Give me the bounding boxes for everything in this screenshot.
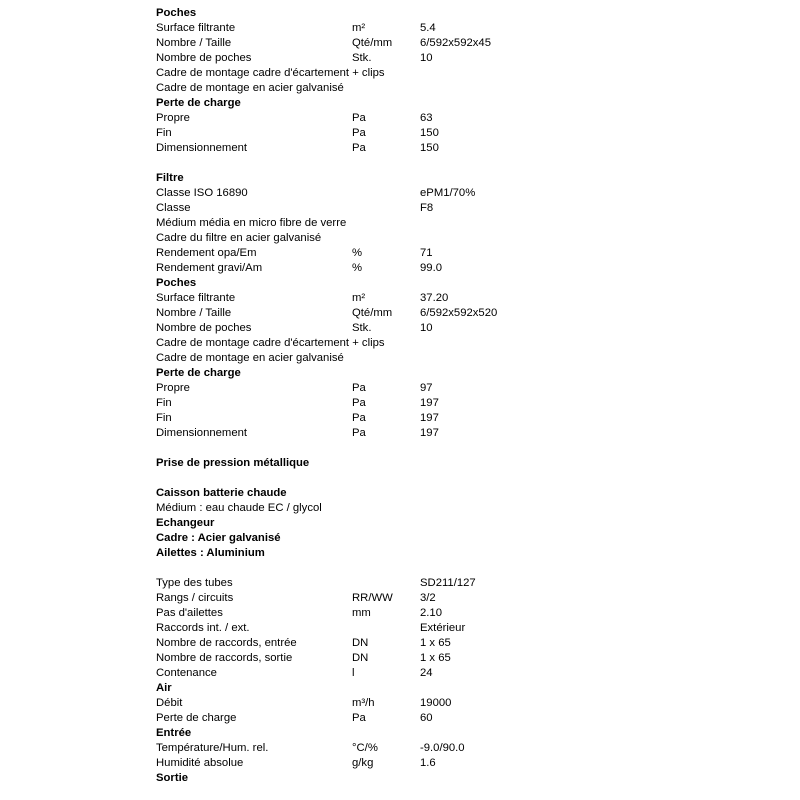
spec-label: Nombre / Taille — [156, 37, 232, 49]
spec-unit: Pa — [352, 382, 366, 394]
spec-label: Perte de charge — [156, 712, 237, 724]
section-header-label: Filtre — [156, 172, 184, 184]
spec-row-fin — [156, 396, 776, 411]
spec-label: Température/Hum. rel. — [156, 742, 269, 754]
note-line — [156, 81, 776, 96]
spec-label: Humidité absolue — [156, 757, 244, 769]
spec-label: Fin — [156, 397, 172, 409]
note-line — [156, 66, 776, 81]
note-line — [156, 231, 776, 246]
spec-row-temperature-hum-rel — [156, 741, 776, 756]
spec-row-fin — [156, 411, 776, 426]
section-header-perte-de-charge — [156, 96, 776, 111]
spec-label: Nombre / Taille — [156, 307, 232, 319]
note-line — [156, 216, 776, 231]
spec-label: Rangs / circuits — [156, 592, 234, 604]
spec-unit: m² — [352, 292, 366, 304]
section-header-label: Perte de charge — [156, 97, 241, 109]
section-header-entree — [156, 726, 776, 741]
note-text: Médium média en micro fibre de verre — [156, 217, 347, 229]
note-text: Cadre de montage en acier galvanisé — [156, 352, 344, 364]
spec-value: 19000 — [420, 697, 452, 709]
section-header-label: Entrée — [156, 727, 192, 739]
spec-unit: Pa — [352, 142, 366, 154]
spec-unit: % — [352, 262, 363, 274]
spec-unit: m² — [352, 22, 366, 34]
spec-unit: Qté/mm — [352, 307, 393, 319]
section-header-poches — [156, 6, 776, 21]
spec-value: 37.20 — [420, 292, 449, 304]
spec-value: 60 — [420, 712, 433, 724]
spec-label: Fin — [156, 127, 172, 139]
spec-value: SD211/127 — [420, 577, 476, 589]
section-header-air — [156, 681, 776, 696]
section-header-cadre-acier-galvanise — [156, 531, 776, 546]
spec-unit: g/kg — [352, 757, 374, 769]
spec-unit: Pa — [352, 427, 366, 439]
spec-value: 97 — [420, 382, 433, 394]
spec-label: Type des tubes — [156, 577, 233, 589]
spec-unit: Stk. — [352, 52, 372, 64]
spec-value: 1 x 65 — [420, 652, 451, 664]
spec-unit: mm — [352, 607, 371, 619]
spec-value: ePM1/70% — [420, 187, 476, 199]
spec-value: 197 — [420, 427, 439, 439]
spec-row-nombre-de-poches — [156, 321, 776, 336]
spec-row-dimensionnement — [156, 426, 776, 441]
spec-row-humidite-absolue — [156, 756, 776, 771]
note-line — [156, 501, 776, 516]
spec-row-nombre-taille — [156, 36, 776, 51]
spec-label: Contenance — [156, 667, 217, 679]
spec-row-raccords-int-ext — [156, 621, 776, 636]
spec-row-surface-filtrante — [156, 21, 776, 36]
spec-label: Dimensionnement — [156, 142, 248, 154]
spec-unit: °C/% — [352, 742, 378, 754]
section-header-label: Poches — [156, 277, 197, 289]
spec-row-propre — [156, 381, 776, 396]
spec-row-type-des-tubes — [156, 576, 776, 591]
spec-unit: Pa — [352, 412, 366, 424]
note-text: Médium : eau chaude EC / glycol — [156, 502, 322, 514]
spec-label: Surface filtrante — [156, 292, 236, 304]
spec-value: 99.0 — [420, 262, 442, 274]
spec-row-rendement-opa-em — [156, 246, 776, 261]
spacer — [156, 441, 776, 456]
spec-row-debit — [156, 696, 776, 711]
section-header-label: Ailettes : Aluminium — [156, 547, 265, 559]
section-header-label: Echangeur — [156, 517, 215, 529]
spec-label: Classe ISO 16890 — [156, 187, 248, 199]
section-header-perte-de-charge — [156, 366, 776, 381]
spec-label: Nombre de poches — [156, 322, 252, 334]
spec-row-perte-de-charge — [156, 711, 776, 726]
section-header-prise-de-pression-metallique — [156, 456, 776, 471]
spec-row-nombre-taille — [156, 306, 776, 321]
spacer — [156, 156, 776, 171]
spec-value: 24 — [420, 667, 433, 679]
section-header-sortie — [156, 771, 776, 786]
note-line — [156, 336, 776, 351]
section-header-filtre — [156, 171, 776, 186]
spec-row-nombre-de-raccords-entree — [156, 636, 776, 651]
section-header-label: Cadre : Acier galvanisé — [156, 532, 281, 544]
spec-unit: DN — [352, 637, 369, 649]
spec-unit: DN — [352, 652, 369, 664]
spec-unit: RR/WW — [352, 592, 393, 604]
spec-unit: m³/h — [352, 697, 375, 709]
spec-label: Débit — [156, 697, 183, 709]
spec-label: Surface filtrante — [156, 22, 236, 34]
section-header-label: Air — [156, 682, 172, 694]
spacer — [156, 471, 776, 486]
note-text: Cadre de montage en acier galvanisé — [156, 82, 344, 94]
spec-row-classe-iso-16890 — [156, 186, 776, 201]
spec-label: Dimensionnement — [156, 427, 248, 439]
spec-label: Propre — [156, 382, 190, 394]
spec-value: Extérieur — [420, 622, 466, 634]
spec-unit: Qté/mm — [352, 37, 393, 49]
spec-value: 2.10 — [420, 607, 442, 619]
note-text: Cadre du filtre en acier galvanisé — [156, 232, 322, 244]
spec-label: Pas d'ailettes — [156, 607, 223, 619]
note-text: Cadre de montage cadre d'écartement + clips — [156, 337, 385, 349]
spec-label: Nombre de raccords, entrée — [156, 637, 297, 649]
spec-label: Rendement gravi/Am — [156, 262, 263, 274]
section-header-label: Perte de charge — [156, 367, 241, 379]
spec-row-rangs-circuits — [156, 591, 776, 606]
note-line — [156, 351, 776, 366]
spec-unit: % — [352, 247, 363, 259]
spec-value: 6/592x592x45 — [420, 37, 491, 49]
spec-unit: Stk. — [352, 322, 372, 334]
spec-value: 3/2 — [420, 592, 436, 604]
spec-label: Propre — [156, 112, 190, 124]
spec-row-classe — [156, 201, 776, 216]
spec-row-fin — [156, 126, 776, 141]
spec-sheet — [156, 6, 776, 786]
section-header-echangeur — [156, 516, 776, 531]
section-header-label: Prise de pression métallique — [156, 457, 310, 469]
section-header-label: Poches — [156, 7, 197, 19]
spec-label: Nombre de poches — [156, 52, 252, 64]
spec-value: 1.6 — [420, 757, 436, 769]
spec-unit: Pa — [352, 112, 366, 124]
spec-value: 10 — [420, 322, 433, 334]
spec-row-propre — [156, 111, 776, 126]
spec-value: 71 — [420, 247, 433, 259]
spec-label: Nombre de raccords, sortie — [156, 652, 293, 664]
spec-value: 197 — [420, 397, 439, 409]
spec-value: 5.4 — [420, 22, 436, 34]
note-text: Cadre de montage cadre d'écartement + clips — [156, 67, 385, 79]
spec-value: 10 — [420, 52, 433, 64]
spacer — [156, 561, 776, 576]
spec-unit: Pa — [352, 127, 366, 139]
spec-unit: Pa — [352, 397, 366, 409]
section-header-label: Caisson batterie chaude — [156, 487, 287, 499]
spec-value: F8 — [420, 202, 434, 214]
section-header-label: Sortie — [156, 772, 189, 784]
spec-row-nombre-de-raccords-sortie — [156, 651, 776, 666]
spec-label: Rendement opa/Em — [156, 247, 257, 259]
spec-value: 1 x 65 — [420, 637, 451, 649]
spec-unit: l — [352, 667, 355, 679]
section-header-ailettes-aluminium — [156, 546, 776, 561]
spec-value: 150 — [420, 127, 439, 139]
spec-value: 6/592x592x520 — [420, 307, 498, 319]
section-header-caisson-batterie-chaude — [156, 486, 776, 501]
spec-row-surface-filtrante — [156, 291, 776, 306]
spec-label: Raccords int. / ext. — [156, 622, 250, 634]
section-header-poches — [156, 276, 776, 291]
spec-row-rendement-gravi-am — [156, 261, 776, 276]
spec-row-contenance — [156, 666, 776, 681]
spec-value: 150 — [420, 142, 439, 154]
spec-row-pas-d-ailettes — [156, 606, 776, 621]
spec-value: -9.0/90.0 — [420, 742, 465, 754]
spec-label: Classe — [156, 202, 191, 214]
spec-row-nombre-de-poches — [156, 51, 776, 66]
spec-row-dimensionnement — [156, 141, 776, 156]
spec-unit: Pa — [352, 712, 366, 724]
spec-label: Fin — [156, 412, 172, 424]
spec-value: 63 — [420, 112, 433, 124]
spec-value: 197 — [420, 412, 439, 424]
